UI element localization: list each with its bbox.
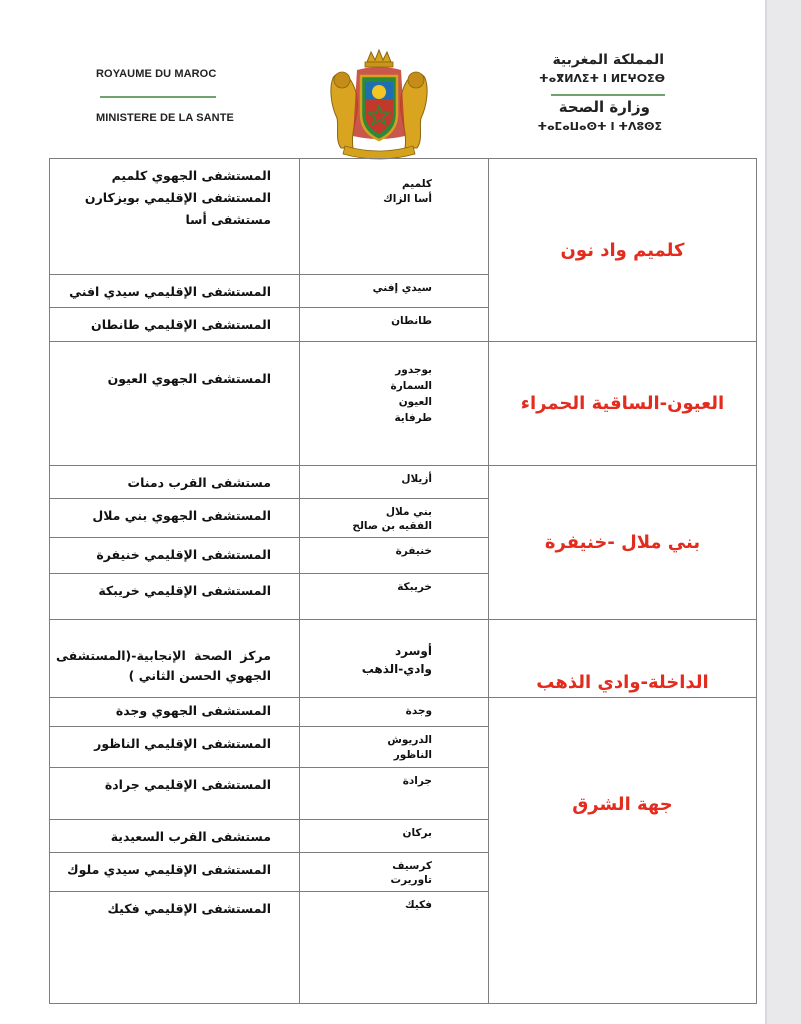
- header-fr-kingdom: ROYAUME DU MAROC: [96, 68, 217, 80]
- header-tifinagh-kingdom: ⵜⴰⴳⵍⴷⵉⵜ ⵏ ⵍⵎⵖⵔⵉⴱ: [538, 72, 665, 85]
- header-ar-kingdom: المملكة المغربية: [552, 52, 664, 68]
- hospitals-cell: [50, 538, 300, 574]
- province-name: كلميم: [402, 178, 432, 190]
- hospital-name: المستشفى الإقليمي فكيك: [107, 901, 271, 916]
- province-name: وجدة: [405, 705, 432, 717]
- province-name: وادي-الذهب: [361, 662, 432, 676]
- hospital-name: المستشفى الإقليمي الناظور: [94, 736, 271, 751]
- province-name: جرادة: [402, 775, 432, 787]
- hospitals-cell: [50, 698, 300, 727]
- header-divider-right: [551, 94, 665, 96]
- province-name: أزيلال: [401, 473, 432, 485]
- table-row: [50, 620, 757, 698]
- hospitals-cell: [50, 342, 300, 466]
- table-row: [50, 698, 757, 727]
- header-divider-left: [100, 96, 216, 98]
- hospitals-cell: [50, 499, 300, 538]
- hospitals-cell: [50, 620, 300, 698]
- province-name: فكيك: [404, 899, 432, 911]
- province-cell: [300, 308, 489, 342]
- province-cell: [300, 342, 489, 466]
- province-cell: [300, 853, 489, 892]
- hospital-name: المستشفى الجهوي كلميم: [111, 168, 271, 183]
- province-name: طانطان: [391, 315, 432, 327]
- province-cell: [300, 159, 489, 275]
- province-name: خريبكة: [397, 581, 432, 593]
- province-cell: [300, 275, 489, 308]
- province-name: كرسيف: [392, 860, 432, 872]
- province-cell: [300, 892, 489, 1004]
- hospitals-by-region-table: [49, 158, 757, 1004]
- hospital-name: المستشفى الجهوي العيون: [107, 371, 271, 386]
- table-row: [50, 342, 757, 466]
- province-cell: [300, 768, 489, 820]
- hospital-name: المستشفى الجهوي بني ملال: [92, 508, 271, 523]
- hospital-name: مستشفى القرب دمنات: [127, 475, 271, 490]
- hospital-name: مستشفى أسا: [185, 212, 271, 227]
- province-name: طرفاية: [394, 412, 432, 424]
- province-name: تاوريرت: [390, 874, 432, 886]
- hospitals-cell: [50, 275, 300, 308]
- moroccan-coat-of-arms-emblem: [327, 48, 431, 160]
- hospital-name: المستشفى الجهوي وجدة: [115, 703, 271, 718]
- header-tifinagh-ministry: ⵜⴰⵎⴰⵡⴰⵙⵜ ⵏ ⵜⴷⵓⵙⵉ: [537, 120, 662, 133]
- hospital-name: مركز الصحة الإنجابية-(المستشفى الجهوي الحسن الثاني ): [56, 648, 271, 683]
- region-cell: بني ملال -خنيفرة: [489, 466, 757, 620]
- hospital-name: المستشفى الإقليمي طانطان: [91, 317, 271, 332]
- province-name: الناظور: [393, 749, 432, 761]
- hospital-name: المستشفى الإقليمي سيدي افني: [69, 284, 271, 299]
- province-cell: [300, 820, 489, 853]
- province-cell: [300, 698, 489, 727]
- hospital-name: المستشفى الإقليمي سيدي ملوك: [67, 862, 271, 877]
- hospitals-cell: [50, 466, 300, 499]
- province-name: بني ملال: [385, 506, 432, 518]
- province-cell: [300, 727, 489, 768]
- region-cell: الداخلة-وادي الذهب: [489, 620, 757, 698]
- table-row: [50, 466, 757, 499]
- hospitals-cell: [50, 892, 300, 1004]
- header-fr-ministry: MINISTERE DE LA SANTE: [96, 112, 234, 124]
- province-name: العيون: [398, 396, 432, 408]
- hospital-name: المستشفى الإقليمي خنيفرة: [96, 547, 271, 562]
- region-cell: جهة الشرق: [489, 698, 757, 1004]
- province-name: بركان: [402, 827, 432, 839]
- hospitals-cell: [50, 820, 300, 853]
- hospitals-cell: [50, 574, 300, 620]
- hospital-name: مستشفى القرب السعيدية: [110, 829, 271, 844]
- hospital-name: المستشفى الإقليمي خريبكة: [98, 583, 271, 598]
- hospitals-cell: [50, 768, 300, 820]
- header-ar-ministry: وزارة الصحة: [558, 98, 650, 116]
- hospital-name: المستشفى الإقليمي بويزكارن: [84, 190, 271, 205]
- province-name: خنيفرة: [395, 545, 432, 557]
- region-cell: العيون-الساقية الحمراء: [489, 342, 757, 466]
- hospitals-cell: [50, 853, 300, 892]
- province-name: أسا الزاك: [383, 193, 432, 205]
- province-cell: [300, 499, 489, 538]
- hospitals-cell: [50, 308, 300, 342]
- table-row: [50, 159, 757, 275]
- hospitals-cell: [50, 727, 300, 768]
- province-name: الفقيه بن صالح: [352, 520, 432, 532]
- province-name: السمارة: [390, 380, 432, 392]
- hospital-name: المستشفى الإقليمي جرادة: [104, 777, 271, 792]
- province-cell: [300, 574, 489, 620]
- province-cell: [300, 466, 489, 499]
- province-cell: [300, 538, 489, 574]
- hospitals-cell: [50, 159, 300, 275]
- province-name: الدريوش: [387, 734, 432, 746]
- province-cell: [300, 620, 489, 698]
- province-name: سيدي إفني: [372, 282, 432, 294]
- province-name: بوجدور: [395, 364, 432, 376]
- page-edge: [765, 0, 767, 1024]
- province-name: أوسرد: [395, 644, 432, 658]
- region-cell: كلميم واد نون: [489, 159, 757, 342]
